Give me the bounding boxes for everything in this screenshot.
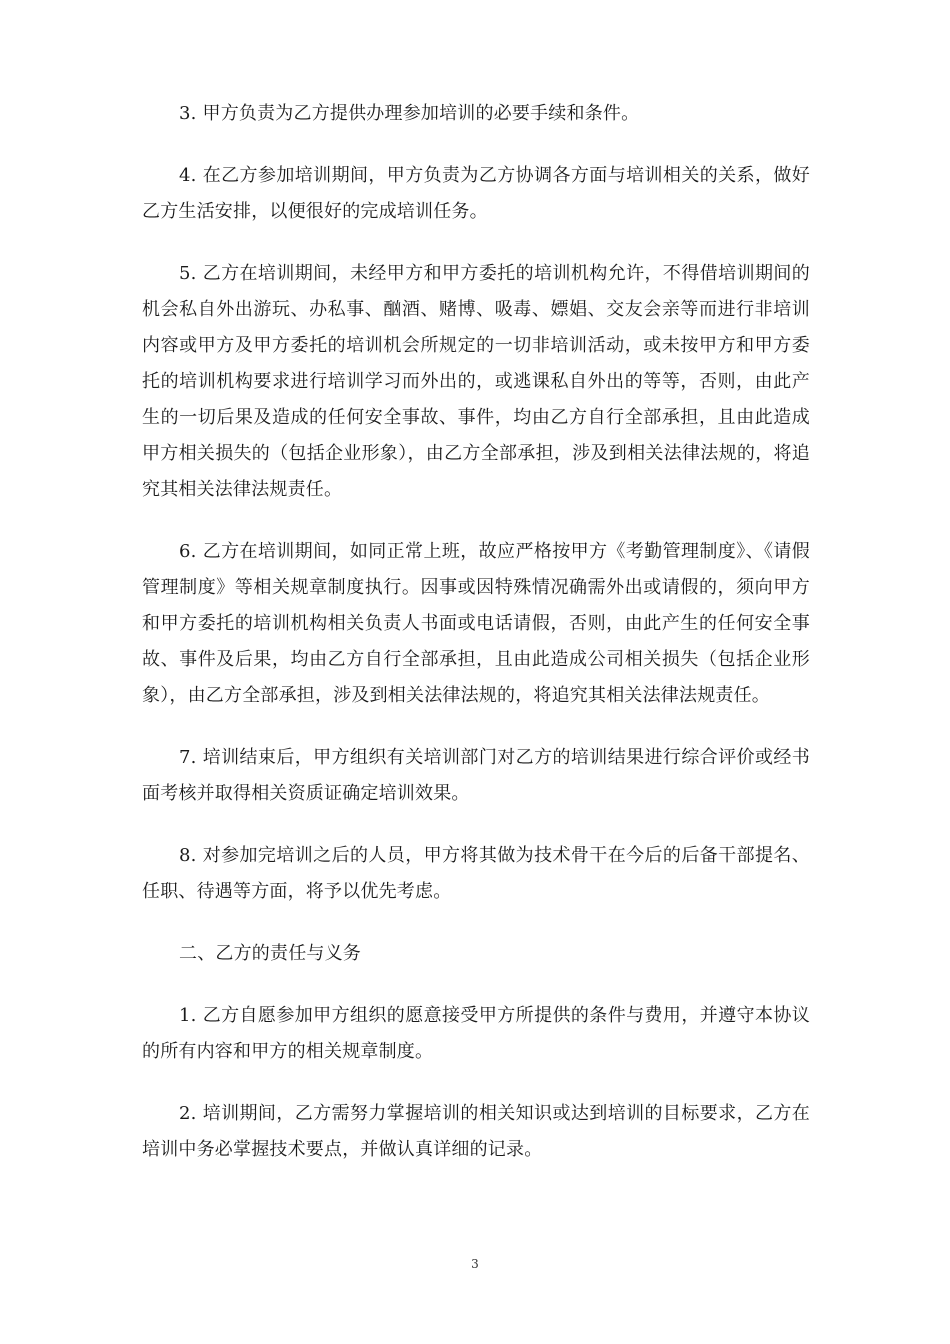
clause-paragraph: 3. 甲方负责为乙方提供办理参加培训的必要手续和条件。 bbox=[179, 103, 640, 124]
clause-paragraph: 7. 培训结束后，甲方组织有关培训部门对乙方的培训结果进行综合评价或经书面考核并取得相关资质证确定培训效果。 bbox=[142, 747, 810, 804]
document-body bbox=[142, 96, 810, 1194]
clause-paragraph: 1. 乙方自愿参加甲方组织的愿意接受甲方所提供的条件与费用，并遵守本协议的所有内容和甲方的相关规章制度。 bbox=[142, 1005, 810, 1062]
clause-paragraph: 4. 在乙方参加培训期间，甲方负责为乙方协调各方面与培训相关的关系，做好乙方生活安排，以便很好的完成培训任务。 bbox=[142, 165, 810, 222]
section-heading: 二、乙方的责任与义务 bbox=[179, 943, 361, 964]
clause-paragraph: 5. 乙方在培训期间，未经甲方和甲方委托的培训机构允许，不得借培训期间的机会私自外出游玩、办私事、酗酒、赌博、吸毒、嫖娼、交友会亲等而进行非培训内容或甲方及甲方委托的培训机会所规定的一切非培训活动，或未按甲方和甲方委托的培训机构要求进行培训学习而外出的，或逃课私自外出的等等，否则，由此产生的一切后果及造成的任何安全事故、事件，均由乙方自行全部承担，且由此造成甲方相关损失的（包括企业形象），由乙方全部承担，涉及到相关法律法规的，将追究其相关法律法规责任。 bbox=[142, 263, 810, 500]
page-number: 3 bbox=[471, 1257, 479, 1271]
clause-paragraph: 2. 培训期间，乙方需努力掌握培训的相关知识或达到培训的目标要求，乙方在培训中务必掌握技术要点，并做认真详细的记录。 bbox=[142, 1103, 810, 1160]
clause-paragraph: 8. 对参加完培训之后的人员，甲方将其做为技术骨干在今后的后备干部提名、任职、待遇等方面，将予以优先考虑。 bbox=[142, 845, 810, 902]
clause-paragraph: 6. 乙方在培训期间，如同正常上班，故应严格按甲方《考勤管理制度》、《请假管理制度》等相关规章制度执行。因事或因特殊情况确需外出或请假的，须向甲方和甲方委托的培训机构相关负责人书面或电话请假，否则，由此产生的任何安全事故、事件及后果，均由乙方自行全部承担，且由此造成公司相关损失（包括企业形象），由乙方全部承担，涉及到相关法律法规的，将追究其相关法律法规责任。 bbox=[142, 541, 810, 706]
